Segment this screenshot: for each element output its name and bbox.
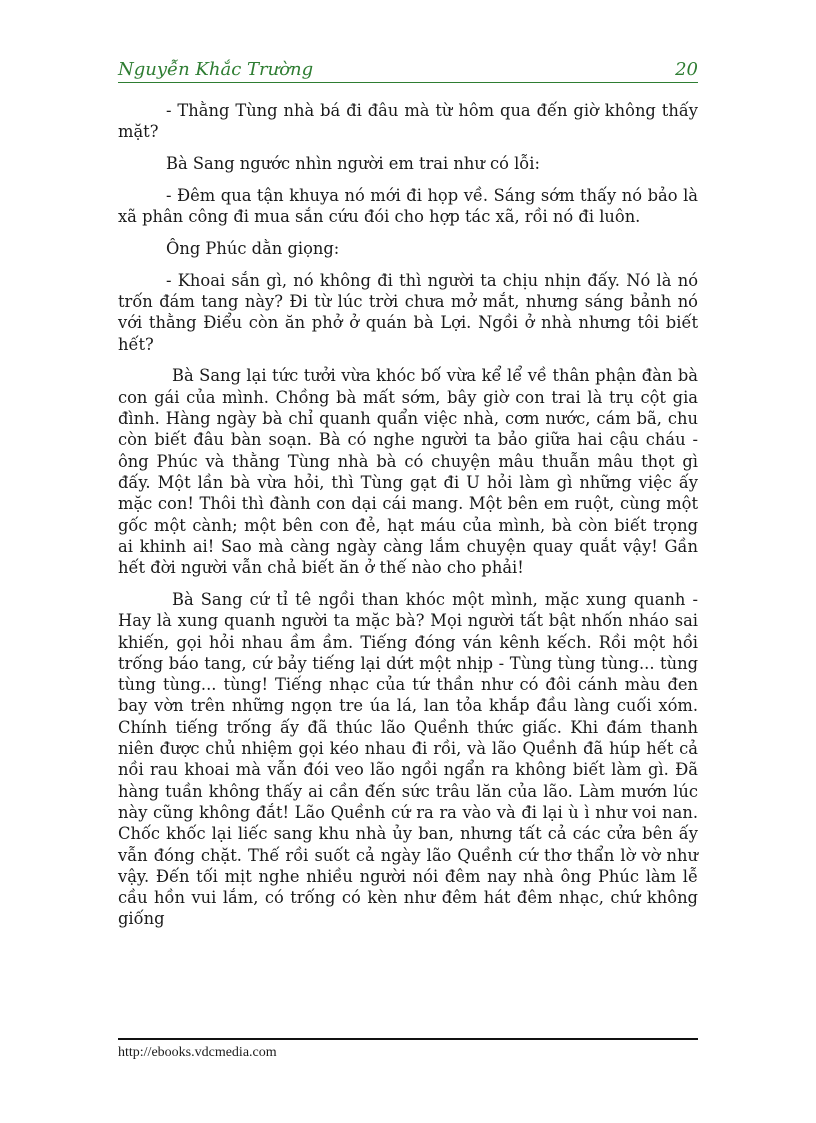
paragraph: Ông Phúc dằn giọng: [166, 238, 340, 258]
page-header [118, 58, 698, 83]
header-author: Nguyễn Khắc Trường [118, 59, 314, 80]
paragraph: Bà Sang lại tức tưởi vừa khóc bố vừa kể lể về thân phận đàn bà con gái của mình. Chồng bà mất sớm, bây giờ con trai là trụ cột gia đình. Hàng ngày bà chỉ quanh quẩn việc nhà, cơm nước, cám bã, chu còn biết đâu bàn soạn. Bà có nghe người ta bảo giữa hai cậu cháu - ông Phúc và thằng Tùng nhà bà có chuyện mâu thuẫn mâu thọt gì đấy. Một lần bà vừa hỏi, thì Tùng gạt đi U hỏi làm gì những việc ấy mặc con! Thôi thì đành con dại cái mang. Một bên em ruột, cùng một gốc một cành; một bên con đẻ, hạt máu của mình, bà còn biết trọng ai khinh ai! Sao mà càng ngày càng lắm chuyện quay quắt vậy! Gần hết đời người vẫn chả biết ăn ở thế nào cho phải! [118, 366, 698, 578]
paragraph: Bà Sang ngước nhìn người em trai như có lỗi: [166, 154, 540, 174]
paragraph: Bà Sang cứ tỉ tê ngồi than khóc một mình, mặc xung quanh - Hay là xung quanh người ta mặc bà? Mọi người tất bật nhốn nháo sai khiến, gọi hỏi nhau ầm ầm. Tiếng đóng ván kênh kếch. Rồi một hồi trống báo tang, cứ bảy tiếng lại dứt một nhịp - Tùng tùng tùng... tùng tùng tùng... tùng! Tiếng nhạc của tứ thần như có đôi cánh màu đen bay vờn trên những ngọn tre úa lá, lan tỏa khắp đầu làng cuối xóm. Chính tiếng trống ấy đã thúc lão Quềnh thức giấc. Khi đám thanh niên được chủ nhiệm gọi kéo nhau đi rồi, và lão Quềnh đã húp hết cả nồi rau khoai mà vẫn đói veo lão ngồi ngẩn ra không biết làm gì. Đã hàng tuần không thấy ai cần đến sức trâu lăn của lão. Làm mướn lúc này cũng không đắt! Lão Quềnh cứ ra ra vào và đi lại ù ì như voi nan. Chốc khốc lại liếc sang khu nhà ủy ban, nhưng tất cả các cửa bên ấy vẫn đóng chặt. Thế rồi suốt cả ngày lão Quềnh cứ thơ thẩn lờ vờ như vậy. Đến tối mịt nghe nhiều người nói đêm nay nhà ông Phúc làm lễ cầu hồn vui lắm, có trống có kèn như đêm hát đêm nhạc, chứ không giống [118, 589, 698, 929]
footer-url[interactable]: http://ebooks.vdcmedia.com [118, 1045, 277, 1060]
paragraph: - Đêm qua tận khuya nó mới đi họp về. Sáng sớm thấy nó bảo là xã phân công đi mua sắn cứu đói cho hợp tác xã, rồi nó đi luôn. [118, 185, 698, 227]
page-number: 20 [675, 59, 698, 80]
footer-divider [118, 1038, 698, 1040]
paragraph: - Khoai sắn gì, nó không đi thì người ta chịu nhịn đấy. Nó là nó trốn đám tang này? Đi từ lúc trời chưa mở mắt, nhưng sáng bảnh nó với thằng Điểu còn ăn phở ở quán bà Lợi. Ngồi ở nhà nhưng tôi biết hết? [118, 270, 698, 354]
body-text [118, 100, 698, 940]
paragraph: - Thằng Tùng nhà bá đi đâu mà từ hôm qua đến giờ không thấy mặt? [118, 101, 698, 142]
